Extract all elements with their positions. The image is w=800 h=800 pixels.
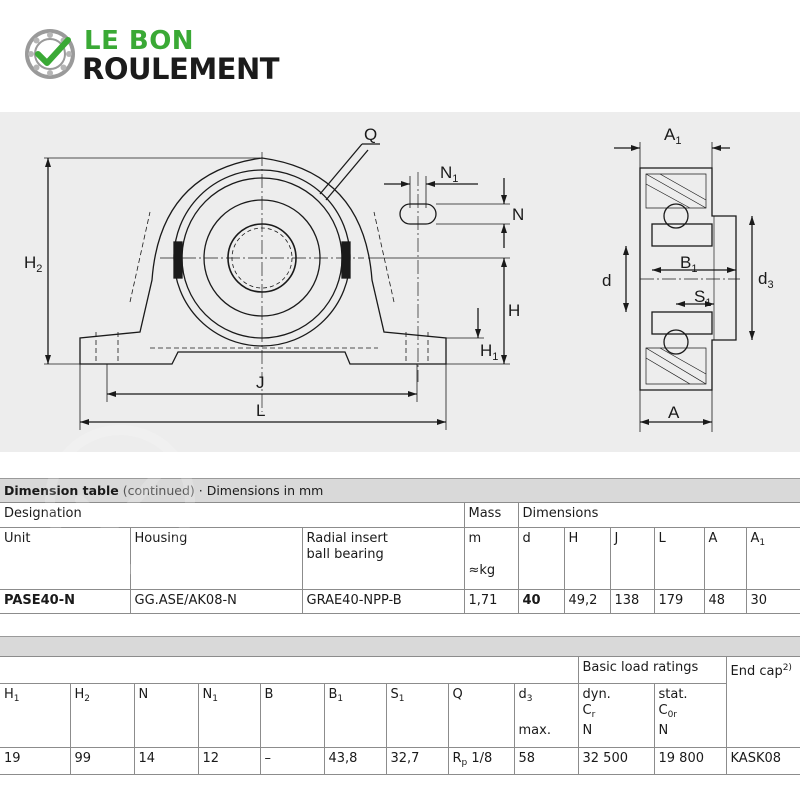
hdr-l: L (654, 528, 704, 590)
label-s1: $S_1$ (694, 287, 712, 309)
hdr-dyn: dyn. $C_r$ N (578, 683, 654, 747)
label-q: Q (364, 125, 378, 144)
label-b1: $B_1$ (680, 253, 698, 275)
label-n: N (512, 205, 525, 224)
label-a1: $A_1$ (664, 125, 682, 147)
pillow-block-drawing (0, 112, 800, 452)
hdr-stat: stat. $C_{0r}$ N (654, 683, 726, 747)
hdr-end-cap: End cap$^{2)}$ (726, 657, 800, 684)
header-row-1 (0, 503, 800, 528)
technical-drawing (0, 112, 800, 452)
hdr-d3: $d_3$ max. (514, 683, 578, 747)
label-j: J (256, 373, 265, 392)
hdr-designation: Designation (0, 503, 464, 528)
header-row-4 (0, 683, 800, 747)
hdr-unit: Unit (0, 528, 130, 590)
hdr-h2: $H_2$ (70, 683, 134, 747)
brand-line2: ROULEMENT (82, 52, 280, 86)
hdr-a: A (704, 528, 746, 590)
hdr-h1: $H_1$ (0, 683, 70, 747)
label-h2: $H_2$ (24, 253, 43, 275)
label-h1: $H_1$ (480, 341, 499, 363)
table-caption: Dimension table (continued) · Dimensions in mm (0, 479, 800, 503)
hdr-dimensions: Dimensions (518, 503, 800, 528)
housing-outline (80, 158, 446, 364)
hdr-n: N (134, 683, 198, 747)
label-h: H (508, 301, 521, 320)
hdr-n1: $N_1$ (198, 683, 260, 747)
label-l: L (256, 401, 266, 420)
table-row: 19 99 14 12 – 43,8 32,7 $R_p$ 1/8 58 32 500 19 800 KASK08 (0, 747, 800, 774)
header-row-2 (0, 528, 800, 590)
hdr-q: Q (448, 683, 514, 747)
bearing-check-icon (24, 28, 76, 80)
hdr-b1: $B_1$ (324, 683, 386, 747)
table-part1 (0, 478, 800, 614)
table-part2 (0, 636, 800, 775)
brand-logo (24, 26, 324, 86)
label-d3: $d_3$ (758, 269, 774, 291)
dimension-table (0, 478, 800, 775)
table-band (0, 637, 800, 657)
hdr-s1: $S_1$ (386, 683, 448, 747)
hdr-basic-load: Basic load ratings (578, 657, 726, 684)
brand-line1: LE BON (84, 26, 195, 56)
hdr-h: H (564, 528, 610, 590)
hdr-m: m ≈kg (464, 528, 518, 590)
hdr-housing: Housing (130, 528, 302, 590)
hdr-d: d (518, 528, 564, 590)
hdr-j: J (610, 528, 654, 590)
header-row-3 (0, 657, 800, 684)
hdr-insert: Radial insert ball bearing (302, 528, 464, 590)
label-n1: $N_1$ (440, 163, 459, 185)
hdr-b: B (260, 683, 324, 747)
hdr-mass: Mass (464, 503, 518, 528)
hdr-a1: $A_1$ (746, 528, 800, 590)
label-d: d (602, 271, 612, 290)
table-row: PASE40-N GG.ASE/AK08-N GRAE40-NPP-B 1,71 40 49,2 138 179 48 30 (0, 590, 800, 614)
label-a: A (668, 403, 680, 422)
